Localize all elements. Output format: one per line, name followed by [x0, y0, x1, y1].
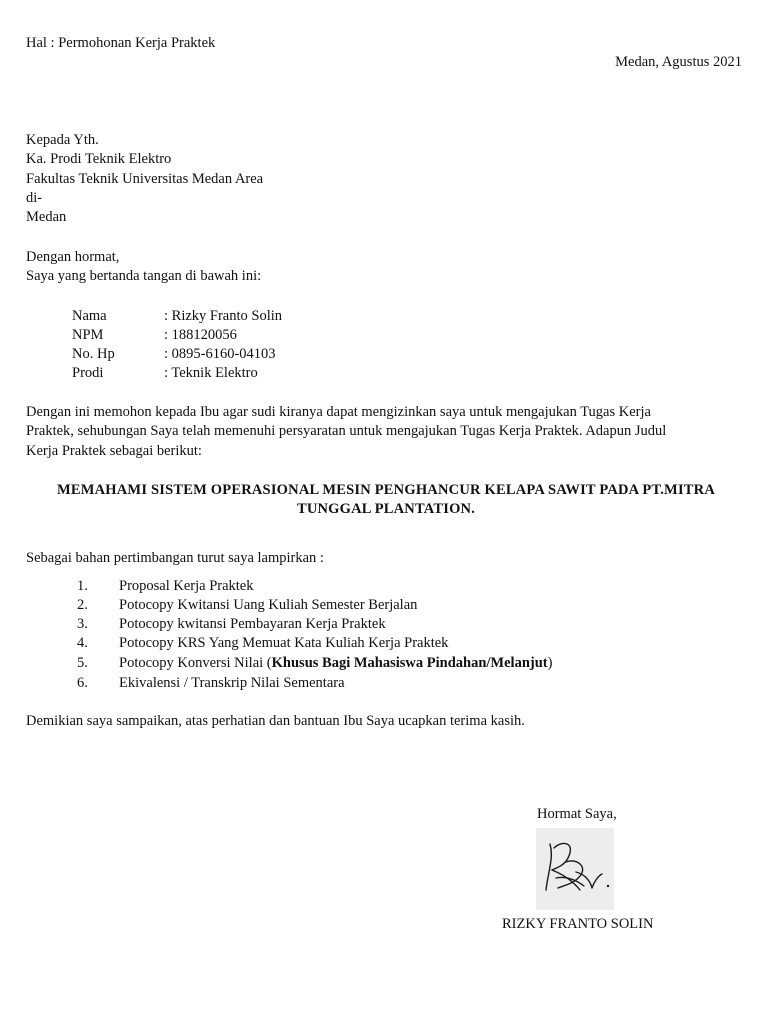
recipient-line: Fakultas Teknik Universitas Medan Area: [26, 170, 264, 187]
title-line: MEMAHAMI SISTEM OPERASIONAL MESIN PENGHANCUR KELAPA SAWIT PADA PT.MITRA: [56, 482, 716, 498]
recipient-block: [26, 131, 263, 227]
list-text: Ekivalensi / Transkrip Nilai Sementara: [119, 675, 345, 691]
list-number: 5.: [77, 655, 88, 671]
list-number: 3.: [77, 616, 88, 632]
list-number: 6.: [77, 675, 88, 691]
list-text: Potocopy Konversi Nilai (: [119, 655, 272, 671]
identity-row: [72, 364, 258, 383]
signature-drawing: [536, 828, 614, 910]
identity-label: Nama: [72, 308, 107, 324]
paragraph-line: Dengan ini memohon kepada Ibu agar sudi kiranya dapat mengizinkan saya untuk mengajukan Tugas Kerja: [26, 404, 651, 420]
practice-title: [26, 481, 746, 520]
list-number: 4.: [77, 635, 88, 651]
signature-image: [536, 828, 614, 910]
title-line: TUNGGAL PLANTATION.: [296, 501, 476, 518]
place-date: Medan, Agustus 2021: [615, 54, 742, 70]
list-text: Potocopy Kwitansi Uang Kuliah Semester Berjalan: [119, 597, 418, 613]
request-paragraph: [26, 403, 746, 461]
list-text: Proposal Kerja Praktek: [119, 578, 254, 594]
signer-name: RIZKY FRANTO SOLIN: [502, 916, 654, 932]
subject-line: Hal : Permohonan Kerja Praktek: [26, 35, 216, 51]
identity-value: : Rizky Franto Solin: [164, 308, 283, 324]
recipient-line: Kepada Yth.: [26, 132, 99, 148]
identity-label: Prodi: [72, 365, 104, 381]
greeting: Dengan hormat,: [26, 249, 120, 265]
list-text: Potocopy kwitansi Pembayaran Kerja Praktek: [119, 616, 386, 632]
list-item: [77, 674, 345, 693]
recipient-line: Ka. Prodi Teknik Elektro: [26, 151, 172, 168]
regards-text: Hormat Saya,: [537, 806, 617, 822]
list-text-after: ): [547, 655, 553, 671]
identity-label: No. Hp: [72, 346, 115, 362]
identity-value: : Teknik Elektro: [164, 365, 258, 381]
identity-row: [72, 307, 282, 326]
identity-row: [72, 326, 237, 345]
list-item: [77, 654, 552, 673]
identity-value: : 188120056: [164, 327, 237, 343]
list-item: [77, 615, 386, 634]
list-number: 1.: [77, 578, 88, 594]
recipient-line: Medan: [26, 209, 67, 226]
recipient-line: di-: [26, 189, 43, 206]
list-item: [77, 596, 417, 615]
attachments-intro: Sebagai bahan pertimbangan turut saya lampirkan :: [26, 550, 324, 566]
identity-value: : 0895-6160-04103: [164, 346, 276, 362]
list-text-bold: Khusus Bagi Mahasiswa Pindahan/Melanjut: [271, 655, 548, 671]
intro-text: Saya yang bertanda tangan di bawah ini:: [26, 268, 262, 285]
closing-text: Demikian saya sampaikan, atas perhatian dan bantuan Ibu Saya ucapkan terima kasih.: [26, 713, 525, 729]
opening-block: [26, 248, 261, 287]
list-text: Potocopy KRS Yang Memuat Kata Kuliah Kerja Praktek: [119, 635, 449, 651]
list-number: 2.: [77, 597, 88, 613]
list-item: [77, 634, 448, 653]
paragraph-line: Kerja Praktek sebagai berikut:: [26, 442, 202, 459]
paragraph-line: Praktek, sehubungan Saya telah memenuhi persyaratan untuk mengajukan Tugas Kerja Praktek. Adapun Judul: [26, 423, 667, 440]
identity-row: [72, 345, 276, 364]
identity-label: NPM: [72, 327, 104, 343]
list-item: [77, 577, 254, 596]
